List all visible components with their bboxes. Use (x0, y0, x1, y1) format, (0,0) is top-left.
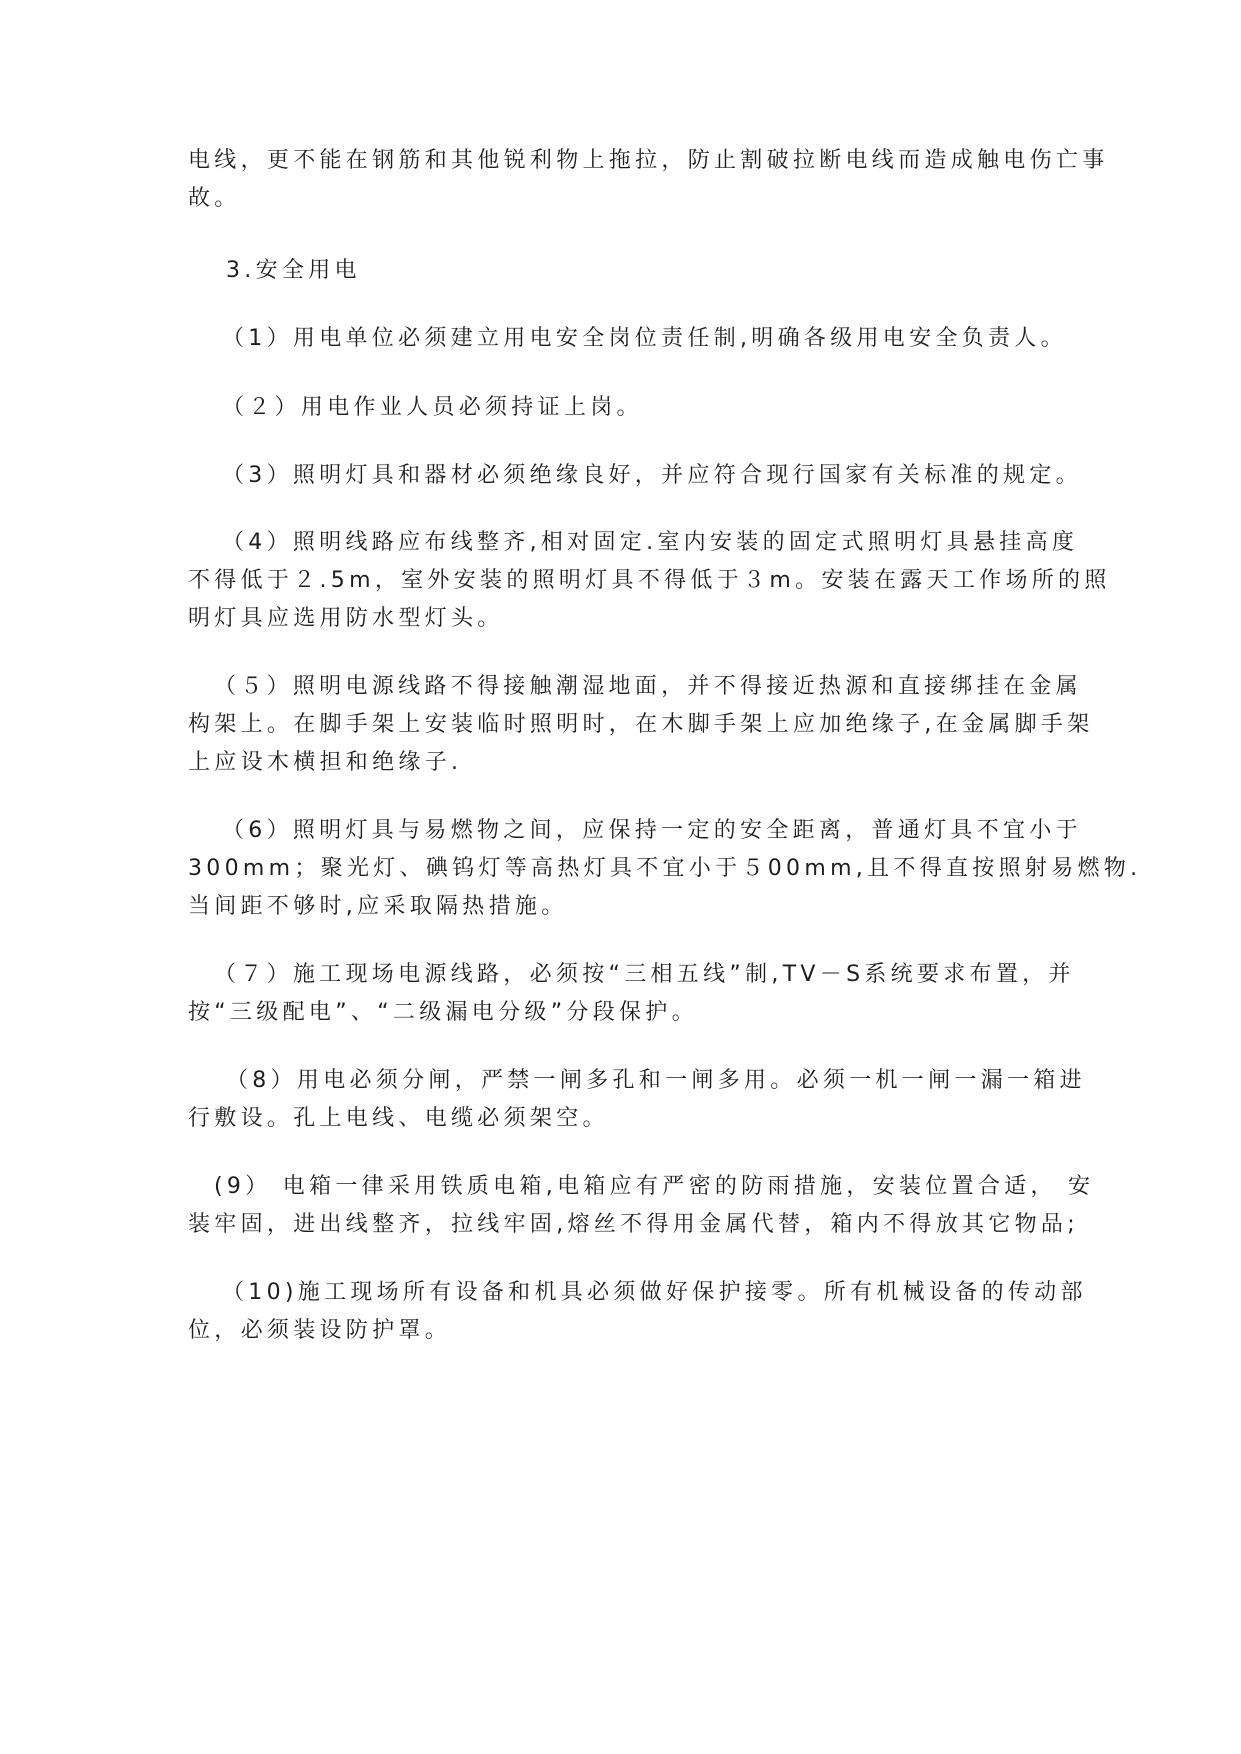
paragraph-item-4 (188, 524, 1111, 638)
text-line: 按“三级配电”、“二级漏电分级”分段保护。 (188, 1000, 698, 1025)
text-line: 电线，更不能在钢筋和其他锐利物上拖拉，防止割破拉断电线而造成触电伤亡事 (188, 148, 1109, 173)
text-line: 当间距不够时,应采取隔热措施。 (188, 894, 568, 919)
text-line: 3.安全用电 (226, 258, 361, 283)
paragraph-item-9 (188, 1168, 1095, 1244)
text-line: （２）用电作业人员必须持证上岗。 (222, 395, 643, 420)
text-line: 行敷设。孔上电线、电缆必须架空。 (188, 1106, 609, 1131)
paragraph-item-7 (188, 956, 1075, 1032)
text-line: 装牢固，进出线整齐，拉线牢固,熔丝不得用金属代替，箱内不得放其它物品; (188, 1212, 1079, 1237)
text-line: 明灯具应选用防水型灯头。 (188, 606, 504, 631)
text-line: (9） 电箱一律采用铁质电箱,电箱应有严密的防雨措施，安装位置合适， 安 (214, 1174, 1095, 1199)
text-line: 300mm；聚光灯、碘钨灯等高热灯具不宜小于５00mm,且不得直按照射易燃物. (188, 856, 1142, 881)
text-line: 构架上。在脚手架上安装临时照明时，在木脚手架上应加绝缘子,在金属脚手架 (188, 712, 1094, 737)
section-heading (226, 252, 1088, 290)
text-line: （3）照明灯具和器材必须绝缘良好，并应符合现行国家有关标准的规定。 (222, 463, 1082, 488)
paragraph-item-2 (222, 389, 1084, 427)
paragraph-item-8 (188, 1062, 1086, 1138)
text-line: 位，必须装设防护罩。 (188, 1318, 452, 1343)
paragraph-item-10 (188, 1274, 1087, 1350)
paragraph-item-6 (188, 812, 1142, 926)
text-line: （1）用电单位必须建立用电安全岗位责任制,明确各级用电安全负责人。 (222, 326, 1067, 351)
text-line: 故。 (188, 186, 241, 211)
text-line: 上应设木横担和绝缘子. (188, 750, 463, 775)
text-line: （５）照明电源线路不得接触潮湿地面，并不得接近热源和直接绑挂在金属 (214, 674, 1082, 699)
text-line: （７）施工现场电源线路，必须按“三相五线”制,TV－S系统要求布置，并 (214, 962, 1075, 987)
text-line: 不得低于２.5m，室外安装的照明灯具不得低于３m。安装在露天工作场所的照 (188, 568, 1111, 593)
text-line: （10)施工现场所有设备和机具必须做好保护接零。所有机械设备的传动部 (222, 1280, 1087, 1305)
text-line: （8）用电必须分闸，严禁一闸多孔和一闸多用。必须一机一闸一漏一箱进 (226, 1068, 1086, 1093)
text-line: （6）照明灯具与易燃物之间，应保持一定的安全距离，普通灯具不宜小于 (222, 818, 1082, 843)
paragraph-item-3 (222, 457, 1084, 495)
paragraph-item-5 (188, 668, 1094, 782)
text-line: （4）照明线路应布线整齐,相对固定.室内安装的固定式照明灯具悬挂高度 (222, 530, 1079, 555)
paragraph-item-1 (222, 320, 1084, 358)
paragraph-continuation (188, 142, 1109, 218)
